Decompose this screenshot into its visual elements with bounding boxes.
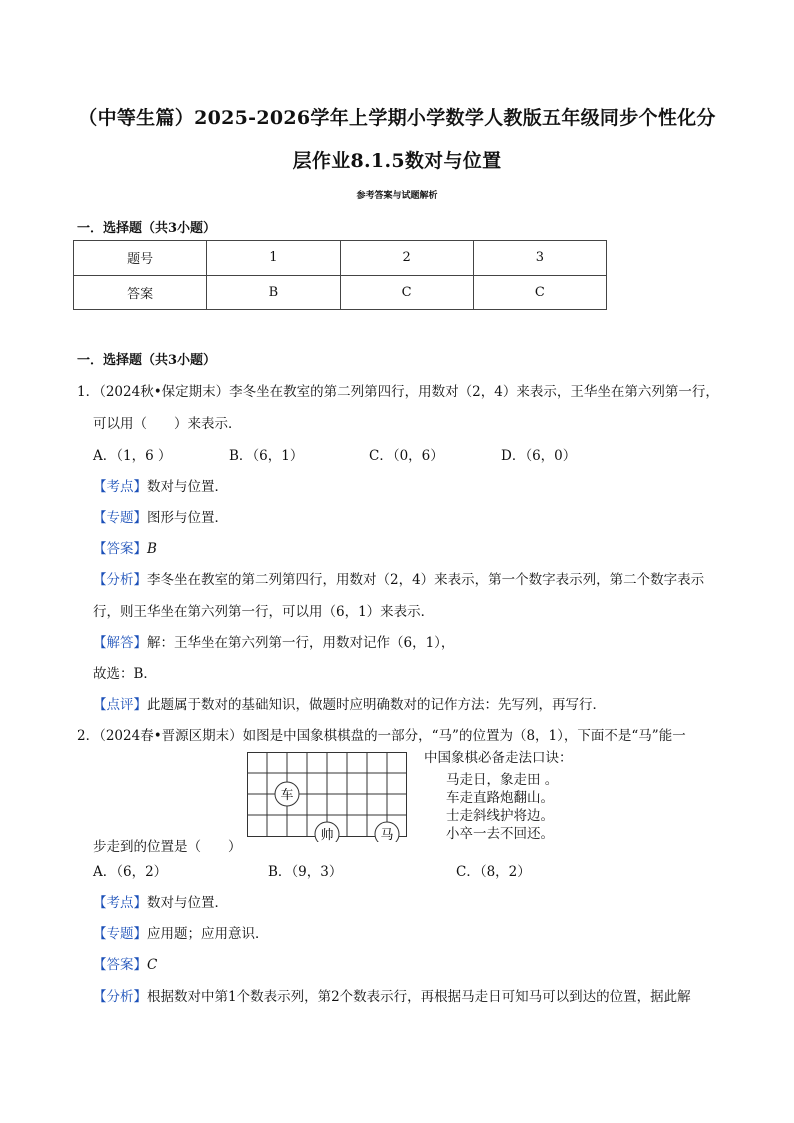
fenxi-text: 根据数对中第1个数表示列，第2个数表示行，再根据马走日可知马可以到达的位置，据此解 <box>147 989 691 1005</box>
kaodian-text: 数对与位置． <box>147 479 228 495</box>
che-piece-label: 车 <box>280 788 294 803</box>
verse-line-2: 车走直路炮翻山。 <box>446 790 554 806</box>
fenxi-tag: 【分析】 <box>93 572 147 588</box>
document-subtitle: 参考答案与试题解析 <box>356 191 438 201</box>
kaodian-tag: 【考点】 <box>93 479 147 495</box>
q1-daan <box>93 537 157 557</box>
section-heading-answers: 一．选择题（共3小题） <box>77 221 217 236</box>
table-cell: 2 <box>340 241 473 276</box>
zhuanti-text: 图形与位置． <box>147 510 228 526</box>
q2-stem-line-1: 2．（2024春•晋源区期末）如图是中国象棋棋盘的一部分，“马”的位置为（8，1），下面不是“马”能一 <box>77 728 686 744</box>
table-cell: 题号 <box>74 241 207 276</box>
che-piece <box>275 782 299 806</box>
table-cell: B <box>207 275 340 310</box>
daan-tag: 【答案】 <box>93 957 147 973</box>
fenxi-text: 李冬坐在教室的第二列第四行，用数对（2，4）来表示，第一个数字表示列，第二个数字表示 <box>147 572 705 588</box>
q2-option-c: C．（8，2） <box>456 864 531 880</box>
fenxi-tag: 【分析】 <box>93 989 147 1005</box>
q1-stem-line-2: 可以用（ ）来表示． <box>93 416 242 432</box>
table-cell: 3 <box>473 241 606 276</box>
q2-zhuanti <box>93 922 269 942</box>
q2-fenxi-line-1 <box>93 985 691 1005</box>
answer-table <box>73 240 607 310</box>
dianping-text: 此题属于数对的基础知识，做题时应明确数对的记作方法：先写列，再写行． <box>147 697 606 713</box>
kaodian-text: 数对与位置． <box>147 895 228 911</box>
q1-option-a: A．（1，6 ） <box>93 448 172 464</box>
table-row <box>74 275 607 310</box>
document-title-line-1: （中等生篇）2025-2026学年上学期小学数学人教版五年级同步个性化分 <box>78 107 716 129</box>
verse-line-3: 士走斜线护将边。 <box>446 808 554 824</box>
q1-option-b: B．（6，1） <box>229 448 304 464</box>
section-heading-questions: 一．选择题（共3小题） <box>77 353 217 368</box>
q1-jieda-line-1 <box>93 631 454 651</box>
daan-text: B <box>147 541 157 557</box>
table-cell: 1 <box>207 241 340 276</box>
zhuanti-tag: 【专题】 <box>93 926 147 942</box>
daan-text: C <box>147 957 158 973</box>
q2-daan <box>93 953 157 973</box>
chess-board-figure <box>247 752 407 842</box>
q1-stem-line-1: 1．（2024秋•保定期末）李冬坐在教室的第二列第四行，用数对（2，4）来表示，王华坐在第六列第一行， <box>77 384 719 400</box>
table-cell: 答案 <box>74 275 207 310</box>
ma-piece-label: 马 <box>380 828 394 842</box>
table-cell: C <box>473 275 606 310</box>
verse-line-4: 小卒一去不回还。 <box>446 826 554 842</box>
q2-option-b: B．（9，3） <box>268 864 343 880</box>
q1-zhuanti <box>93 506 228 526</box>
verse-line-1: 马走日，象走田 。 <box>446 772 559 788</box>
shuai-piece-label: 帅 <box>320 828 334 842</box>
zhuanti-tag: 【专题】 <box>93 510 147 526</box>
daan-tag: 【答案】 <box>93 541 147 557</box>
table-row <box>74 241 607 276</box>
kaodian-tag: 【考点】 <box>93 895 147 911</box>
q2-option-a: A．（6，2） <box>93 864 168 880</box>
verse-title: 中国象棋必备走法口诀： <box>424 750 573 766</box>
dianping-tag: 【点评】 <box>93 697 147 713</box>
q2-kaodian <box>93 891 228 911</box>
q1-jieda-line-2: 故选：B． <box>93 666 157 682</box>
ma-piece <box>375 822 399 842</box>
q1-dianping <box>93 693 606 713</box>
q1-fenxi-line-1 <box>93 568 704 588</box>
q1-option-d: D．（6，0） <box>501 448 577 464</box>
zhuanti-text: 应用题；应用意识． <box>147 926 269 942</box>
q1-fenxi-line-2: 行，则王华坐在第六列第一行，可以用（6，1）来表示． <box>93 604 435 620</box>
table-cell: C <box>340 275 473 310</box>
shuai-piece <box>315 822 339 842</box>
q1-kaodian <box>93 475 228 495</box>
jieda-text: 解：王华坐在第六列第一行，用数对记作（6，1）， <box>147 635 455 651</box>
q1-option-c: C．（0，6） <box>369 448 444 464</box>
jieda-tag: 【解答】 <box>93 635 147 651</box>
document-title-line-2: 层作业8.1.5数对与位置 <box>292 150 502 172</box>
q2-stem-line-2: 步走到的位置是（ ） <box>93 839 242 855</box>
